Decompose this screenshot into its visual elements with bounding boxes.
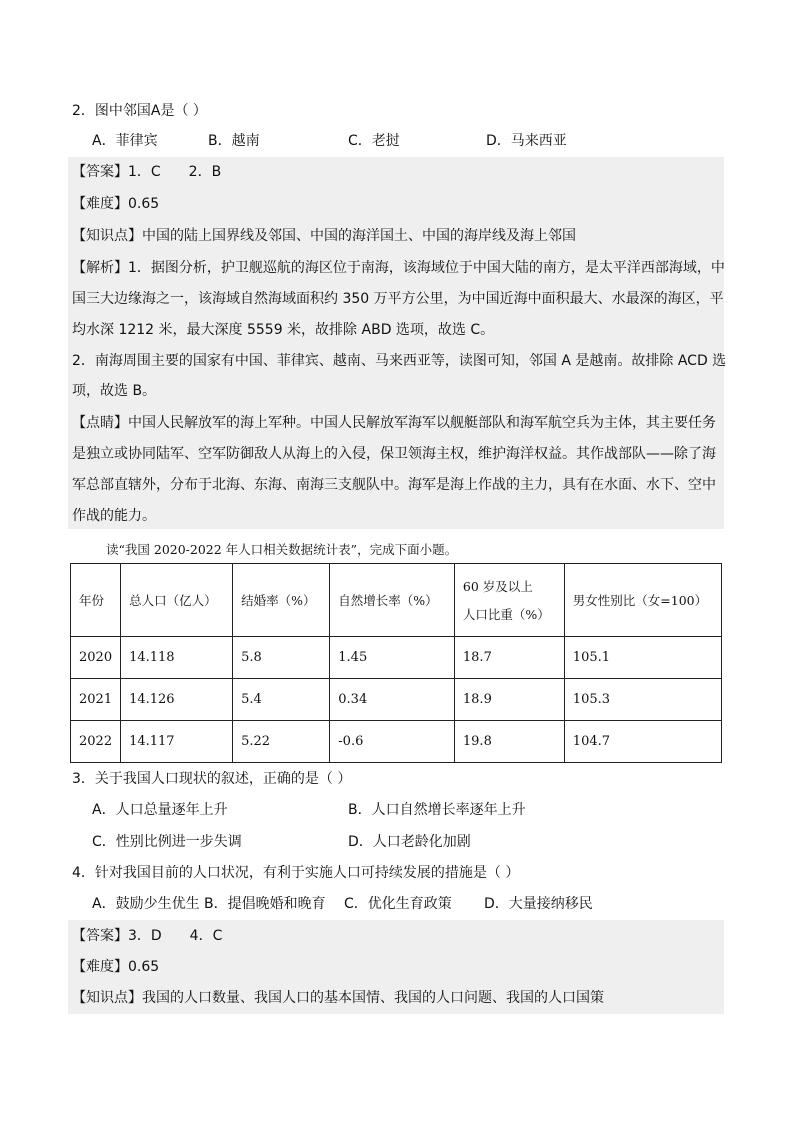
- option-b: B．越南: [208, 133, 260, 149]
- table-cell: 5.4: [233, 679, 330, 721]
- tip-line: 【点睛】中国人民解放军的海上军种。中国人民解放军海军以舰艇部队和海军航空兵为主体，其主要任务: [72, 415, 716, 431]
- table-cell: 14.117: [121, 721, 233, 763]
- analysis-line: 项，故选 B。: [72, 383, 157, 399]
- option-a: A．鼓励少生优生: [92, 896, 200, 912]
- table-cell: 104.7: [564, 721, 721, 763]
- table-cell: 5.22: [233, 721, 330, 763]
- question-4-options: [92, 894, 712, 914]
- option-a: A．菲律宾: [92, 133, 158, 149]
- question-2-stem: 2．图中邻国A是（ ）: [72, 103, 207, 119]
- option-d: D．大量接纳移民: [484, 896, 593, 912]
- tip-line: 作战的能力。: [72, 508, 156, 524]
- table-row: [71, 637, 722, 679]
- table-cell: 2021: [71, 679, 121, 721]
- table-cell: 0.34: [330, 679, 455, 721]
- population-table: [70, 563, 722, 763]
- table-cell: 14.126: [121, 679, 233, 721]
- table-cell: 19.8: [454, 721, 564, 763]
- knowledge-line: 【知识点】我国的人口数量、我国人口的基本国情、我国的人口问题、我国的人口国策: [72, 990, 604, 1006]
- knowledge-line: 【知识点】中国的陆上国界线及邻国、中国的海洋国土、中国的海岸线及海上邻国: [72, 228, 576, 244]
- option-c: C．优化生育政策: [344, 896, 452, 912]
- option-c: C．性别比例进一步失调: [92, 834, 242, 850]
- option-d: D．马来西亚: [486, 133, 567, 149]
- question-3-options-row-1: [92, 800, 692, 820]
- tip-line: 是独立或协同陆军、空军防御敌人从海上的入侵，保卫领海主权，维护海洋权益。其作战部队——除了海: [72, 446, 716, 462]
- option-b: B．人口自然增长率逐年上升: [348, 802, 526, 818]
- table-row: [71, 721, 722, 763]
- header-natural-growth-rate: 自然增长率（%）: [330, 564, 455, 637]
- question-4-stem: 4．针对我国目前的人口状况，有利于实施人口可持续发展的措施是（ ）: [72, 865, 520, 881]
- header-elderly-line-2: 人口比重（%）: [462, 607, 550, 622]
- header-marriage-rate: 结婚率（%）: [233, 564, 330, 637]
- table-cell: 2022: [71, 721, 121, 763]
- header-elderly-share: [454, 564, 564, 637]
- answer-line: 【答案】3．D 4．C: [72, 928, 223, 944]
- analysis-line: 国三大边缘海之一，该海域自然海域面积约 350 万平方公里，为中国近海中面积最大、水最深的海区，平: [72, 291, 724, 307]
- option-a: A．人口总量逐年上升: [92, 802, 228, 818]
- table-cell: 14.118: [121, 637, 233, 679]
- answer-line: 【答案】1．C 2．B: [72, 164, 222, 180]
- question-3-options-row-2: [92, 832, 692, 852]
- table-cell: 2020: [71, 637, 121, 679]
- table-row: [71, 679, 722, 721]
- tip-line: 军总部直辖外，分布于北海、东海、南海三支舰队中。海军是海上作战的主力，具有在水面、水下、空中: [72, 477, 716, 493]
- table-intro: 读“我国 2020-2022 年人口相关数据统计表”，完成下面小题。: [106, 542, 458, 557]
- table-cell: 1.45: [330, 637, 455, 679]
- option-c: C．老挝: [348, 133, 400, 149]
- table-header-row: [71, 564, 722, 637]
- table-cell: 5.8: [233, 637, 330, 679]
- header-elderly-line-1: 60 岁及以上: [462, 579, 533, 594]
- header-sex-ratio: 男女性别比（女=100）: [564, 564, 721, 637]
- question-3-stem: 3．关于我国人口现状的叙述，正确的是（ ）: [72, 771, 352, 787]
- analysis-line: 均水深 1212 米，最大深度 5559 米，故排除 ABD 选项，故选 C。: [72, 322, 495, 338]
- table-cell: 105.1: [564, 637, 721, 679]
- analysis-line: 2．南海周围主要的国家有中国、菲律宾、越南、马来西亚等，读图可知，邻国 A 是越南。故排除 ACD 选: [72, 353, 727, 369]
- option-d: D．人口老龄化加剧: [348, 834, 471, 850]
- answer-block-1: [68, 157, 727, 529]
- table-cell: 18.9: [454, 679, 564, 721]
- header-year: 年份: [71, 564, 121, 637]
- option-b: B．提倡晚婚和晚育: [204, 896, 326, 912]
- table-cell: 18.7: [454, 637, 564, 679]
- question-2-options: [92, 131, 712, 151]
- difficulty-line: 【难度】0.65: [72, 196, 160, 212]
- header-total-population: 总人口（亿人）: [121, 564, 233, 637]
- analysis-line: 【解析】1．据图分析，护卫舰巡航的海区位于南海，该海域位于中国大陆的南方，是太平洋西部海域，中: [72, 260, 725, 276]
- difficulty-line: 【难度】0.65: [72, 959, 160, 975]
- table-cell: 105.3: [564, 679, 721, 721]
- table-cell: -0.6: [330, 721, 455, 763]
